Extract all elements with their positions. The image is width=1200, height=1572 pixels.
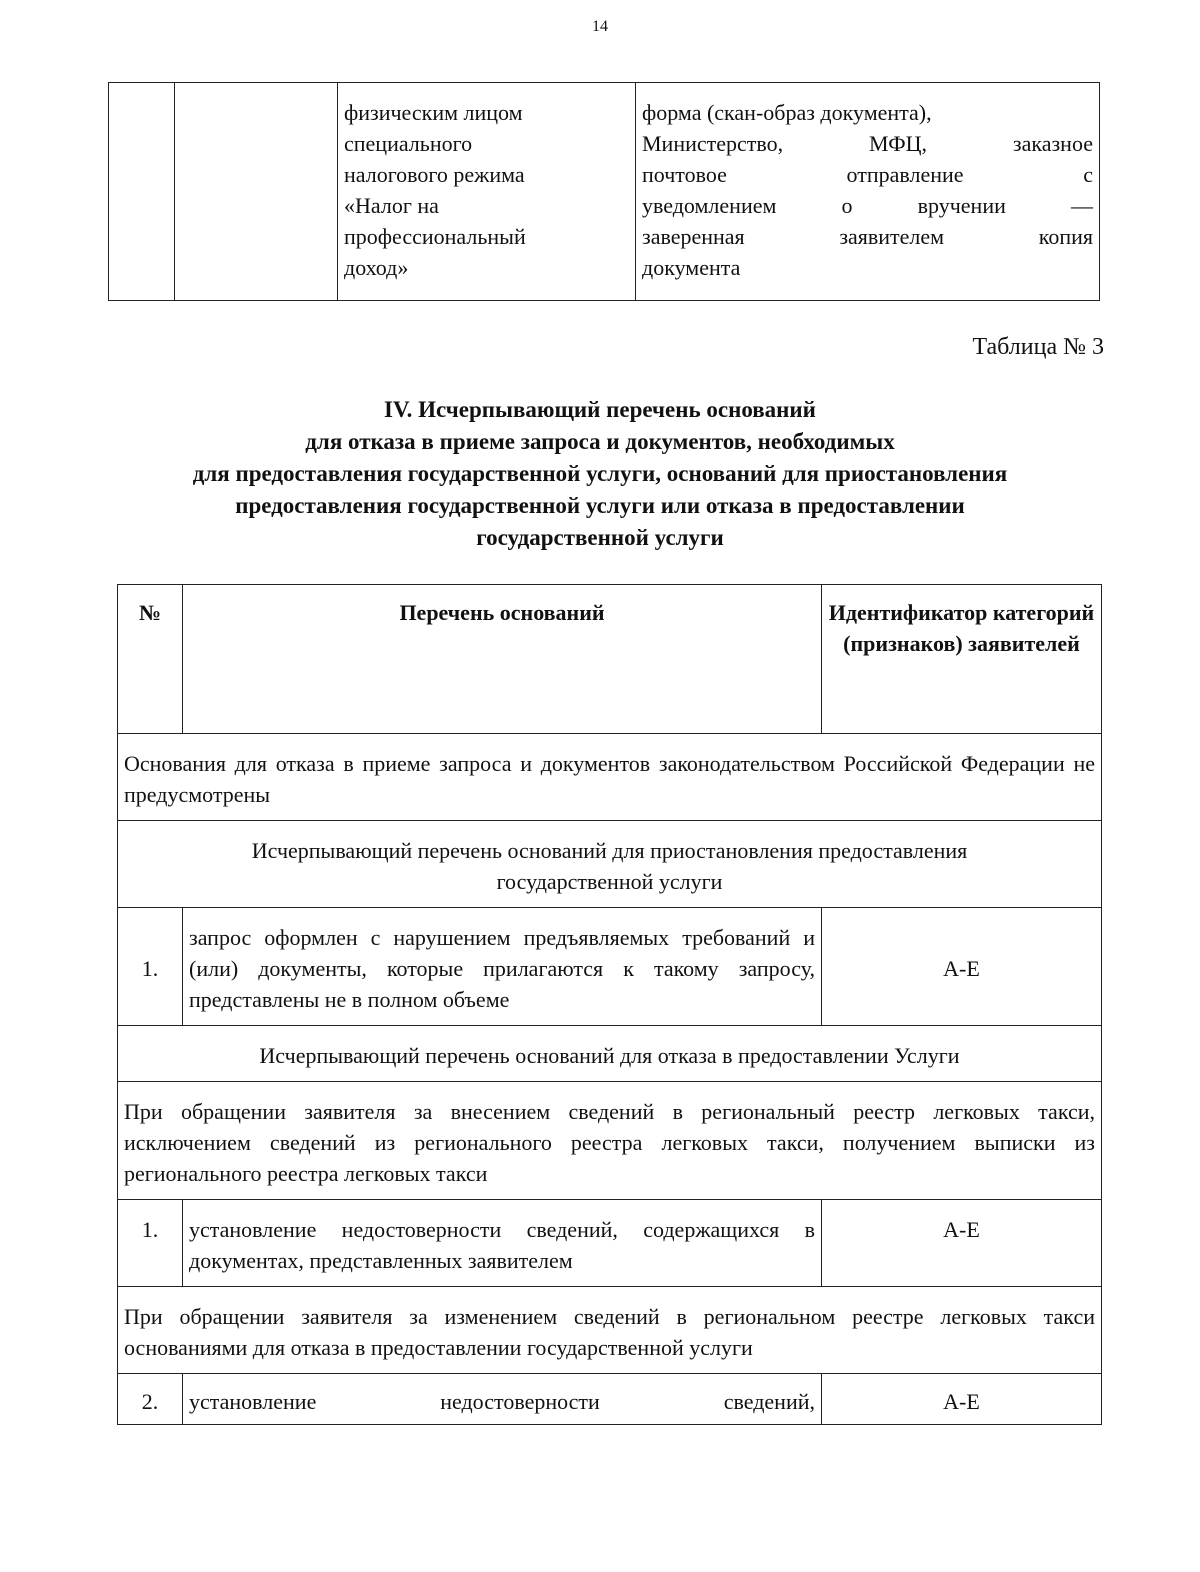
submission-method-cell (636, 83, 1100, 301)
section-cell: Исчерпывающий перечень оснований для отказа в предоставлении Услуги (118, 1026, 1102, 1082)
section-title (100, 394, 1100, 554)
cell-line: физическим лицом (344, 100, 523, 125)
cell-line: специального (344, 131, 473, 156)
cell-line: документа (642, 255, 741, 280)
row-category-id: А-Е (822, 1200, 1102, 1287)
section-line: государственной услуги (496, 869, 723, 894)
table-cell (109, 83, 175, 301)
section-line: Исчерпывающий перечень оснований для приостановления предоставления (251, 838, 968, 863)
header-category-id: Идентификатор категорий (признаков) заявителей (822, 585, 1102, 734)
table-cell (175, 83, 338, 301)
cell-line: доход» (344, 255, 409, 280)
cell-line: уведомлением о вручении — (642, 193, 1093, 218)
continuation-table (108, 82, 1100, 301)
row-text (183, 1374, 822, 1425)
cell-line: форма (скан-образ документа), (642, 100, 932, 125)
row-number: 2. (118, 1374, 183, 1425)
section-row (118, 1287, 1102, 1374)
section-row (118, 821, 1102, 908)
cell-line: заверенная заявителем копия (642, 224, 1093, 249)
section-row (118, 1082, 1102, 1200)
applicant-category-cell (338, 83, 636, 301)
title-line: предоставления государственной услуги или отказа в предоставлении (235, 493, 965, 518)
row-text: запрос оформлен с нарушением предъявляемых требований и (или) документы, которые прилагаются к такому запросу, представлены не в полном объеме (183, 908, 822, 1026)
cell-line: профессиональный (344, 224, 526, 249)
cell-line: «Налог на (344, 193, 439, 218)
table-row (118, 1200, 1102, 1287)
table-row (118, 1374, 1102, 1425)
header-row (118, 585, 1102, 734)
section-cell: Основания для отказа в приеме запроса и документов законодательством Российской Федерации не предусмотрены (118, 734, 1102, 821)
row-category-id: А-Е (822, 1374, 1102, 1425)
section-cell: При обращении заявителя за внесением сведений в региональный реестр легковых такси, исключением сведений из регионального реестра легковых такси, получением выписки из регионального реестра легковых такси (118, 1082, 1102, 1200)
row-category-id: А-Е (822, 908, 1102, 1026)
section-row (118, 1026, 1102, 1082)
cell-line: почтовое отправление с (642, 162, 1093, 187)
title-line: для отказа в приеме запроса и документов, необходимых (305, 429, 895, 454)
header-grounds-list: Перечень оснований (183, 585, 822, 734)
table-label: Таблица № 3 (972, 334, 1104, 360)
grounds-table (117, 584, 1102, 1425)
row-text-line: установление недостоверности сведений, (189, 1389, 815, 1414)
section-cell: При обращении заявителя за изменением сведений в региональном реестре легковых такси основаниями для отказа в предоставлении государственной услуги (118, 1287, 1102, 1374)
header-number: № (118, 585, 183, 734)
cell-line: налогового режима (344, 162, 525, 187)
title-line: для предоставления государственной услуги, оснований для приостановления (192, 461, 1008, 486)
row-number: 1. (118, 908, 183, 1026)
title-line: IV. Исчерпывающий перечень оснований (384, 397, 816, 422)
row-text: установление недостоверности сведений, содержащихся в документах, представленных заявителем (183, 1200, 822, 1287)
section-cell (118, 821, 1102, 908)
page-number: 14 (592, 18, 608, 35)
row-number: 1. (118, 1200, 183, 1287)
title-line: государственной услуги (476, 525, 724, 550)
section-row (118, 734, 1102, 821)
table-row (109, 83, 1100, 301)
cell-line: Министерство, МФЦ, заказное (642, 131, 1093, 156)
table-row (118, 908, 1102, 1026)
